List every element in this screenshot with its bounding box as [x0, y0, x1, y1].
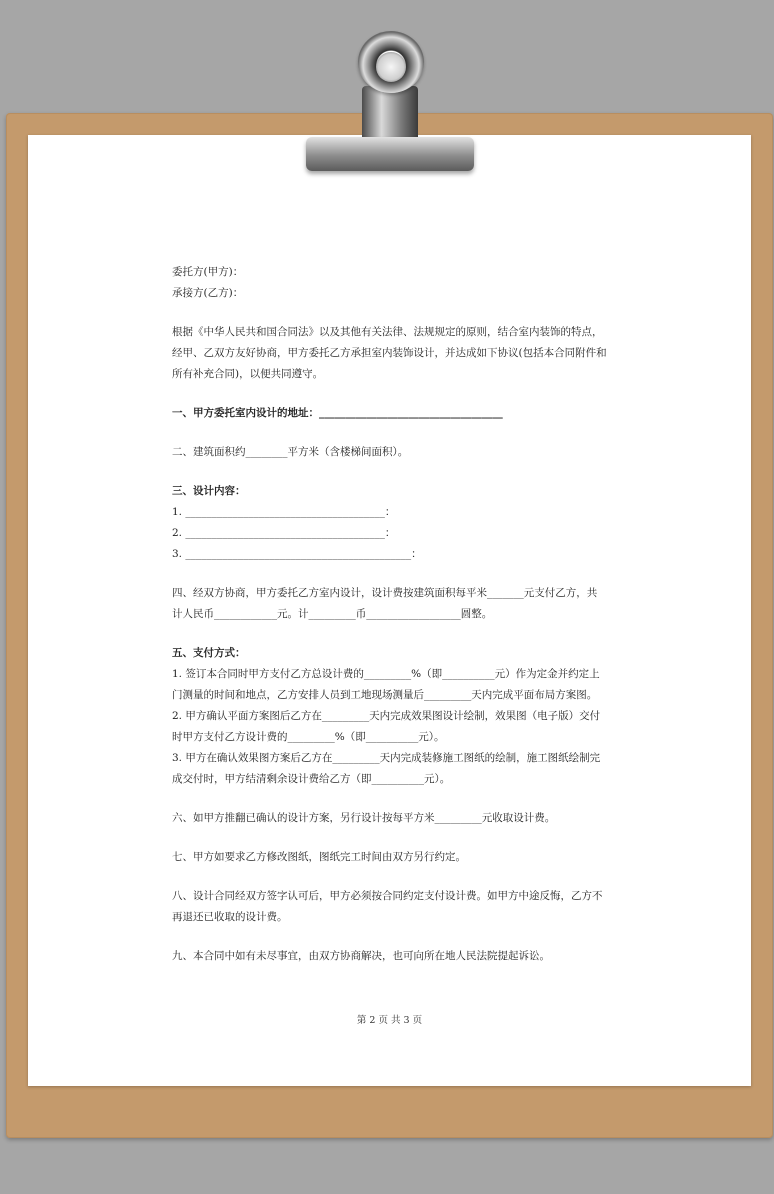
- section-1-address: 一、甲方委托室内设计的地址：___________________________________: [172, 407, 503, 419]
- section-6: 六、如甲方推翻已确认的设计方案，另行设计按每平方米_________元收取设计费。: [172, 812, 556, 824]
- section-2-area: 二、建筑面积约________平方米（含楼梯间面积）。: [172, 446, 409, 458]
- section-9: 九、本合同中如有未尽事宜，由双方协商解决，也可向所在地人民法院提起诉讼。: [172, 950, 550, 962]
- clip-hole-icon: [376, 52, 406, 82]
- section-3-item: 2. ______________________________________：: [172, 527, 396, 539]
- section-3-item: 1. ______________________________________：: [172, 506, 396, 518]
- section-5-item: 1. 签订本合同时甲方支付乙方总设计费的_________%（即__________元）作为定金并约定上门测量的时间和地点，乙方安排人员到工地现场测量后_________天内完成平面布局方案图。: [172, 668, 600, 701]
- section-8: 八、设计合同经双方签字认可后，甲方必须按合同约定支付设计费。如甲方中途反悔，乙方不再退还已收取的设计费。: [172, 890, 603, 923]
- section-5-title: 五、支付方式：: [172, 647, 246, 659]
- section-3-title: 三、设计内容：: [172, 485, 246, 497]
- section-4-fee: 四、经双方协商，甲方委托乙方室内设计，设计费按建筑面积每平米_______元支付乙方，共计人民币____________元。计_________币__________________圆整。: [172, 587, 598, 620]
- party-a-line: 委托方(甲方)：: [172, 266, 244, 278]
- contract-body: [172, 262, 607, 967]
- clip-neck: [362, 86, 418, 142]
- clip-base: [306, 137, 474, 171]
- section-3-item: 3. ___________________________________________：: [172, 548, 422, 560]
- page-number: 第 2 页 共 3 页: [356, 1015, 423, 1026]
- preamble: 根据《中华人民共和国合同法》以及其他有关法律、法规规定的原则，结合室内装饰的特点，经甲、乙双方友好协商，甲方委托乙方承担室内装饰设计，并达成如下协议(包括本合同附件和所有补充合同)，以便共同遵守。: [172, 326, 607, 380]
- party-b-line: 承接方(乙方)：: [172, 287, 244, 299]
- section-5-item: 3. 甲方在确认效果图方案后乙方在_________天内完成装修施工图纸的绘制，施工图纸绘制完成交付时，甲方结清剩余设计费给乙方（即__________元）。: [172, 752, 601, 785]
- section-5-item: 2. 甲方确认平面方案图后乙方在_________天内完成效果图设计绘制，效果图（电子版）交付时甲方支付乙方设计费的_________%（即__________元）。: [172, 710, 601, 743]
- section-7: 七、甲方如要求乙方修改图纸，图纸完工时间由双方另行约定。: [172, 851, 466, 863]
